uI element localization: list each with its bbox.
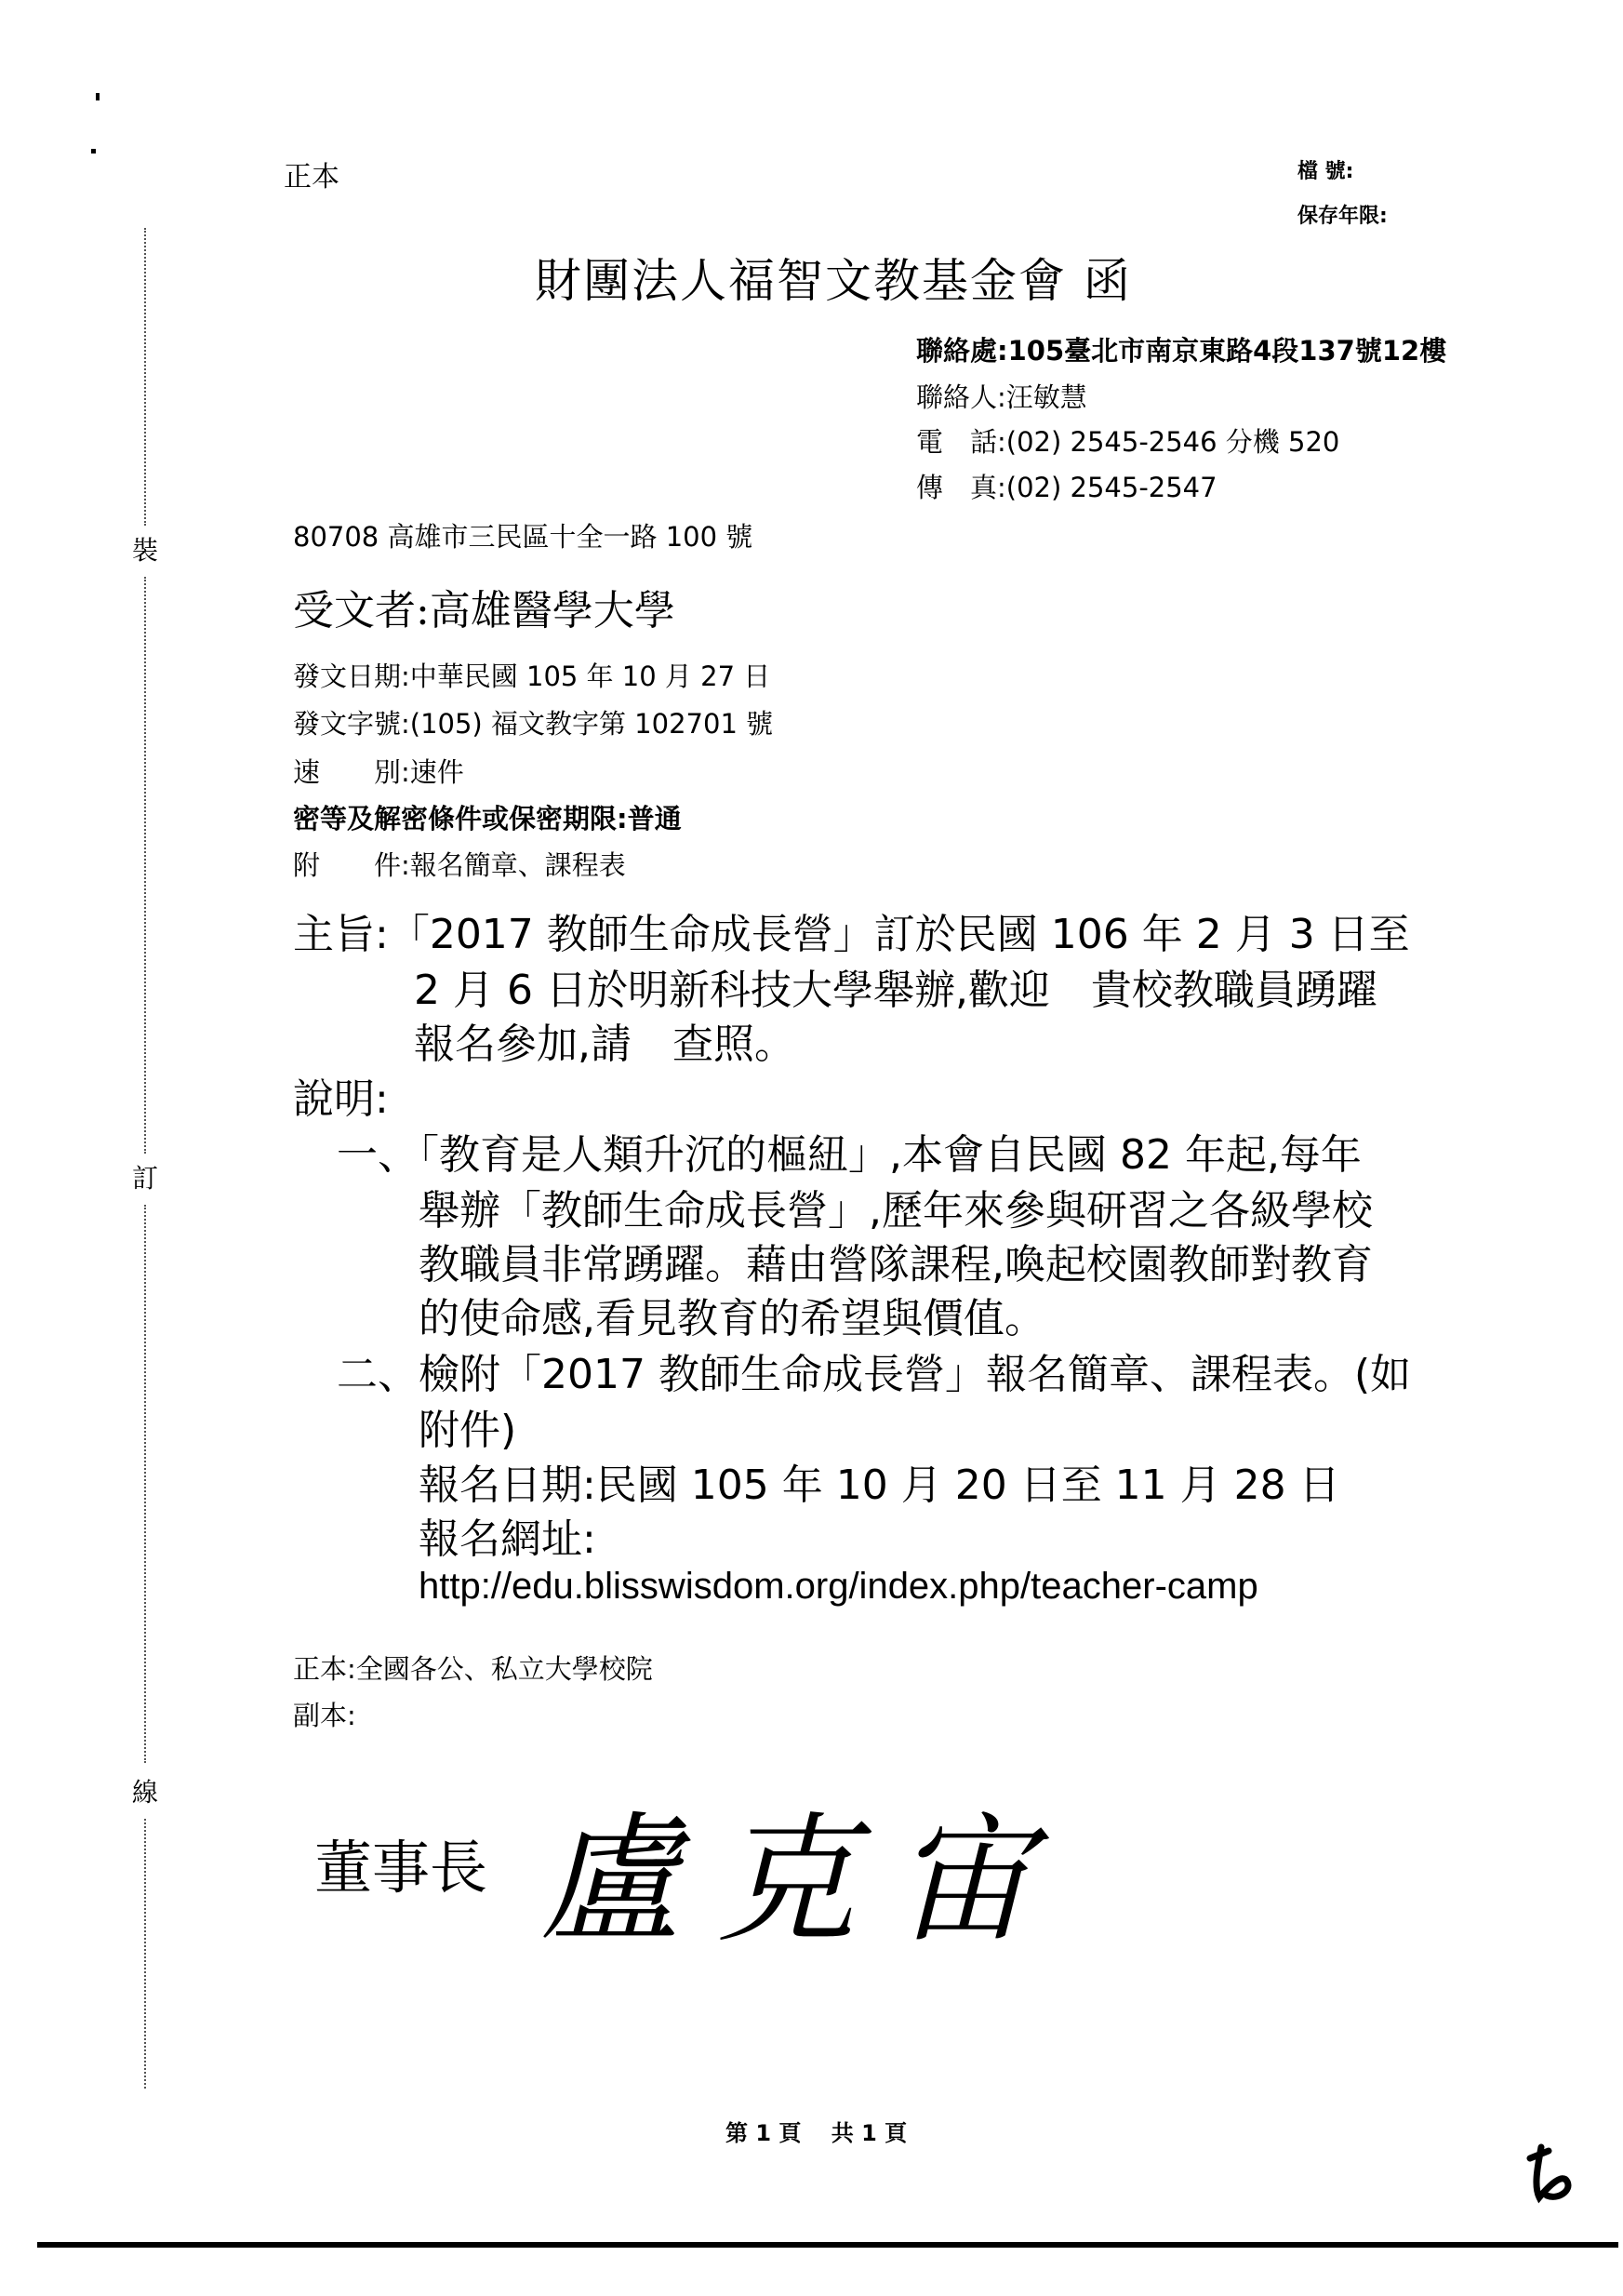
contact-person: 聯絡人:汪敏慧 (916, 381, 1087, 413)
subject-line: 主旨:「2017 教師生命成長營」訂於民國 106 年 2 月 3 日至 (293, 911, 1410, 958)
scan-mark (91, 149, 96, 154)
registration-date: 報名日期:民國 105 年 10 月 20 日至 11 月 28 日 (419, 1462, 1340, 1509)
subject-line: 2 月 6 日於明新科技大學舉辦,歡迎 貴校教職員踴躍 (414, 967, 1377, 1014)
retention-label: 保存年限: (1297, 205, 1388, 228)
subject-line: 報名參加,請 查照。 (414, 1021, 795, 1068)
explanation-item-2: 二、檢附「2017 教師生命成長營」報名簡章、課程表。(如 (337, 1351, 1412, 1398)
registration-url[interactable]: http://edu.blisswisdom.org/index.php/teacher-camp (419, 1566, 1258, 1607)
binding-line (144, 577, 146, 1154)
binding-line (144, 228, 146, 526)
secrecy-level: 密等及解密條件或保密期限:普通 (293, 803, 682, 834)
delivery-speed: 速 別:速件 (293, 756, 464, 788)
contact-phone: 電 話:(02) 2545-2546 分機 520 (916, 426, 1340, 458)
chairman-signature: 盧克宙 (539, 1800, 1071, 1962)
binding-mark-ding: 訂 (132, 1163, 159, 1194)
issue-date: 發文日期:中華民國 105 年 10 月 27 日 (293, 661, 771, 692)
handwritten-mark-icon (1521, 2140, 1576, 2209)
issue-number: 發文字號:(105) 福文教字第 102701 號 (293, 708, 774, 740)
explanation-item-1: 舉辦「教師生命成長營」,歷年來參與研習之各級學校 (419, 1187, 1373, 1235)
recipient: 受文者:高雄醫學大學 (293, 587, 675, 634)
explanation-item-1: 教職員非常踴躍。藉由營隊課程,喚起校園教師對教育 (419, 1241, 1373, 1288)
binding-mark-xian: 線 (132, 1777, 159, 1808)
explanation-item-2: 附件) (419, 1407, 517, 1454)
binding-mark-zhuang: 裝 (132, 535, 159, 566)
explanation-item-1: 一、「教育是人類升沉的樞紐」,本會自民國 82 年起,每年 (337, 1131, 1362, 1179)
distribution-original: 正本:全國各公、私立大學校院 (293, 1653, 653, 1685)
binding-line (144, 1205, 146, 1763)
attachments: 附 件:報名簡章、課程表 (293, 849, 626, 881)
contact-fax: 傳 真:(02) 2545-2547 (916, 472, 1217, 503)
recipient-address: 80708 高雄市三民區十全一路 100 號 (293, 521, 753, 553)
distribution-copy: 副本: (293, 1700, 356, 1731)
file-number-label: 檔 號: (1297, 160, 1354, 183)
explanation-heading: 說明: (293, 1075, 389, 1123)
binding-line (144, 1819, 146, 2089)
registration-url-label: 報名網址: (419, 1515, 596, 1563)
scan-mark (96, 93, 100, 100)
page-number: 第 1 頁 共 1 頁 (725, 2120, 908, 2146)
explanation-item-1: 的使命感,看見教育的希望與價值。 (419, 1295, 1045, 1342)
bottom-divider (37, 2242, 1618, 2248)
copy-type-label: 正本 (284, 161, 339, 194)
document-title: 財團法人福智文教基金會 函 (535, 254, 1132, 308)
chairman-title: 董事長 (314, 1834, 488, 1902)
contact-address: 聯絡處:105臺北市南京東路4段137號12樓 (916, 335, 1447, 367)
